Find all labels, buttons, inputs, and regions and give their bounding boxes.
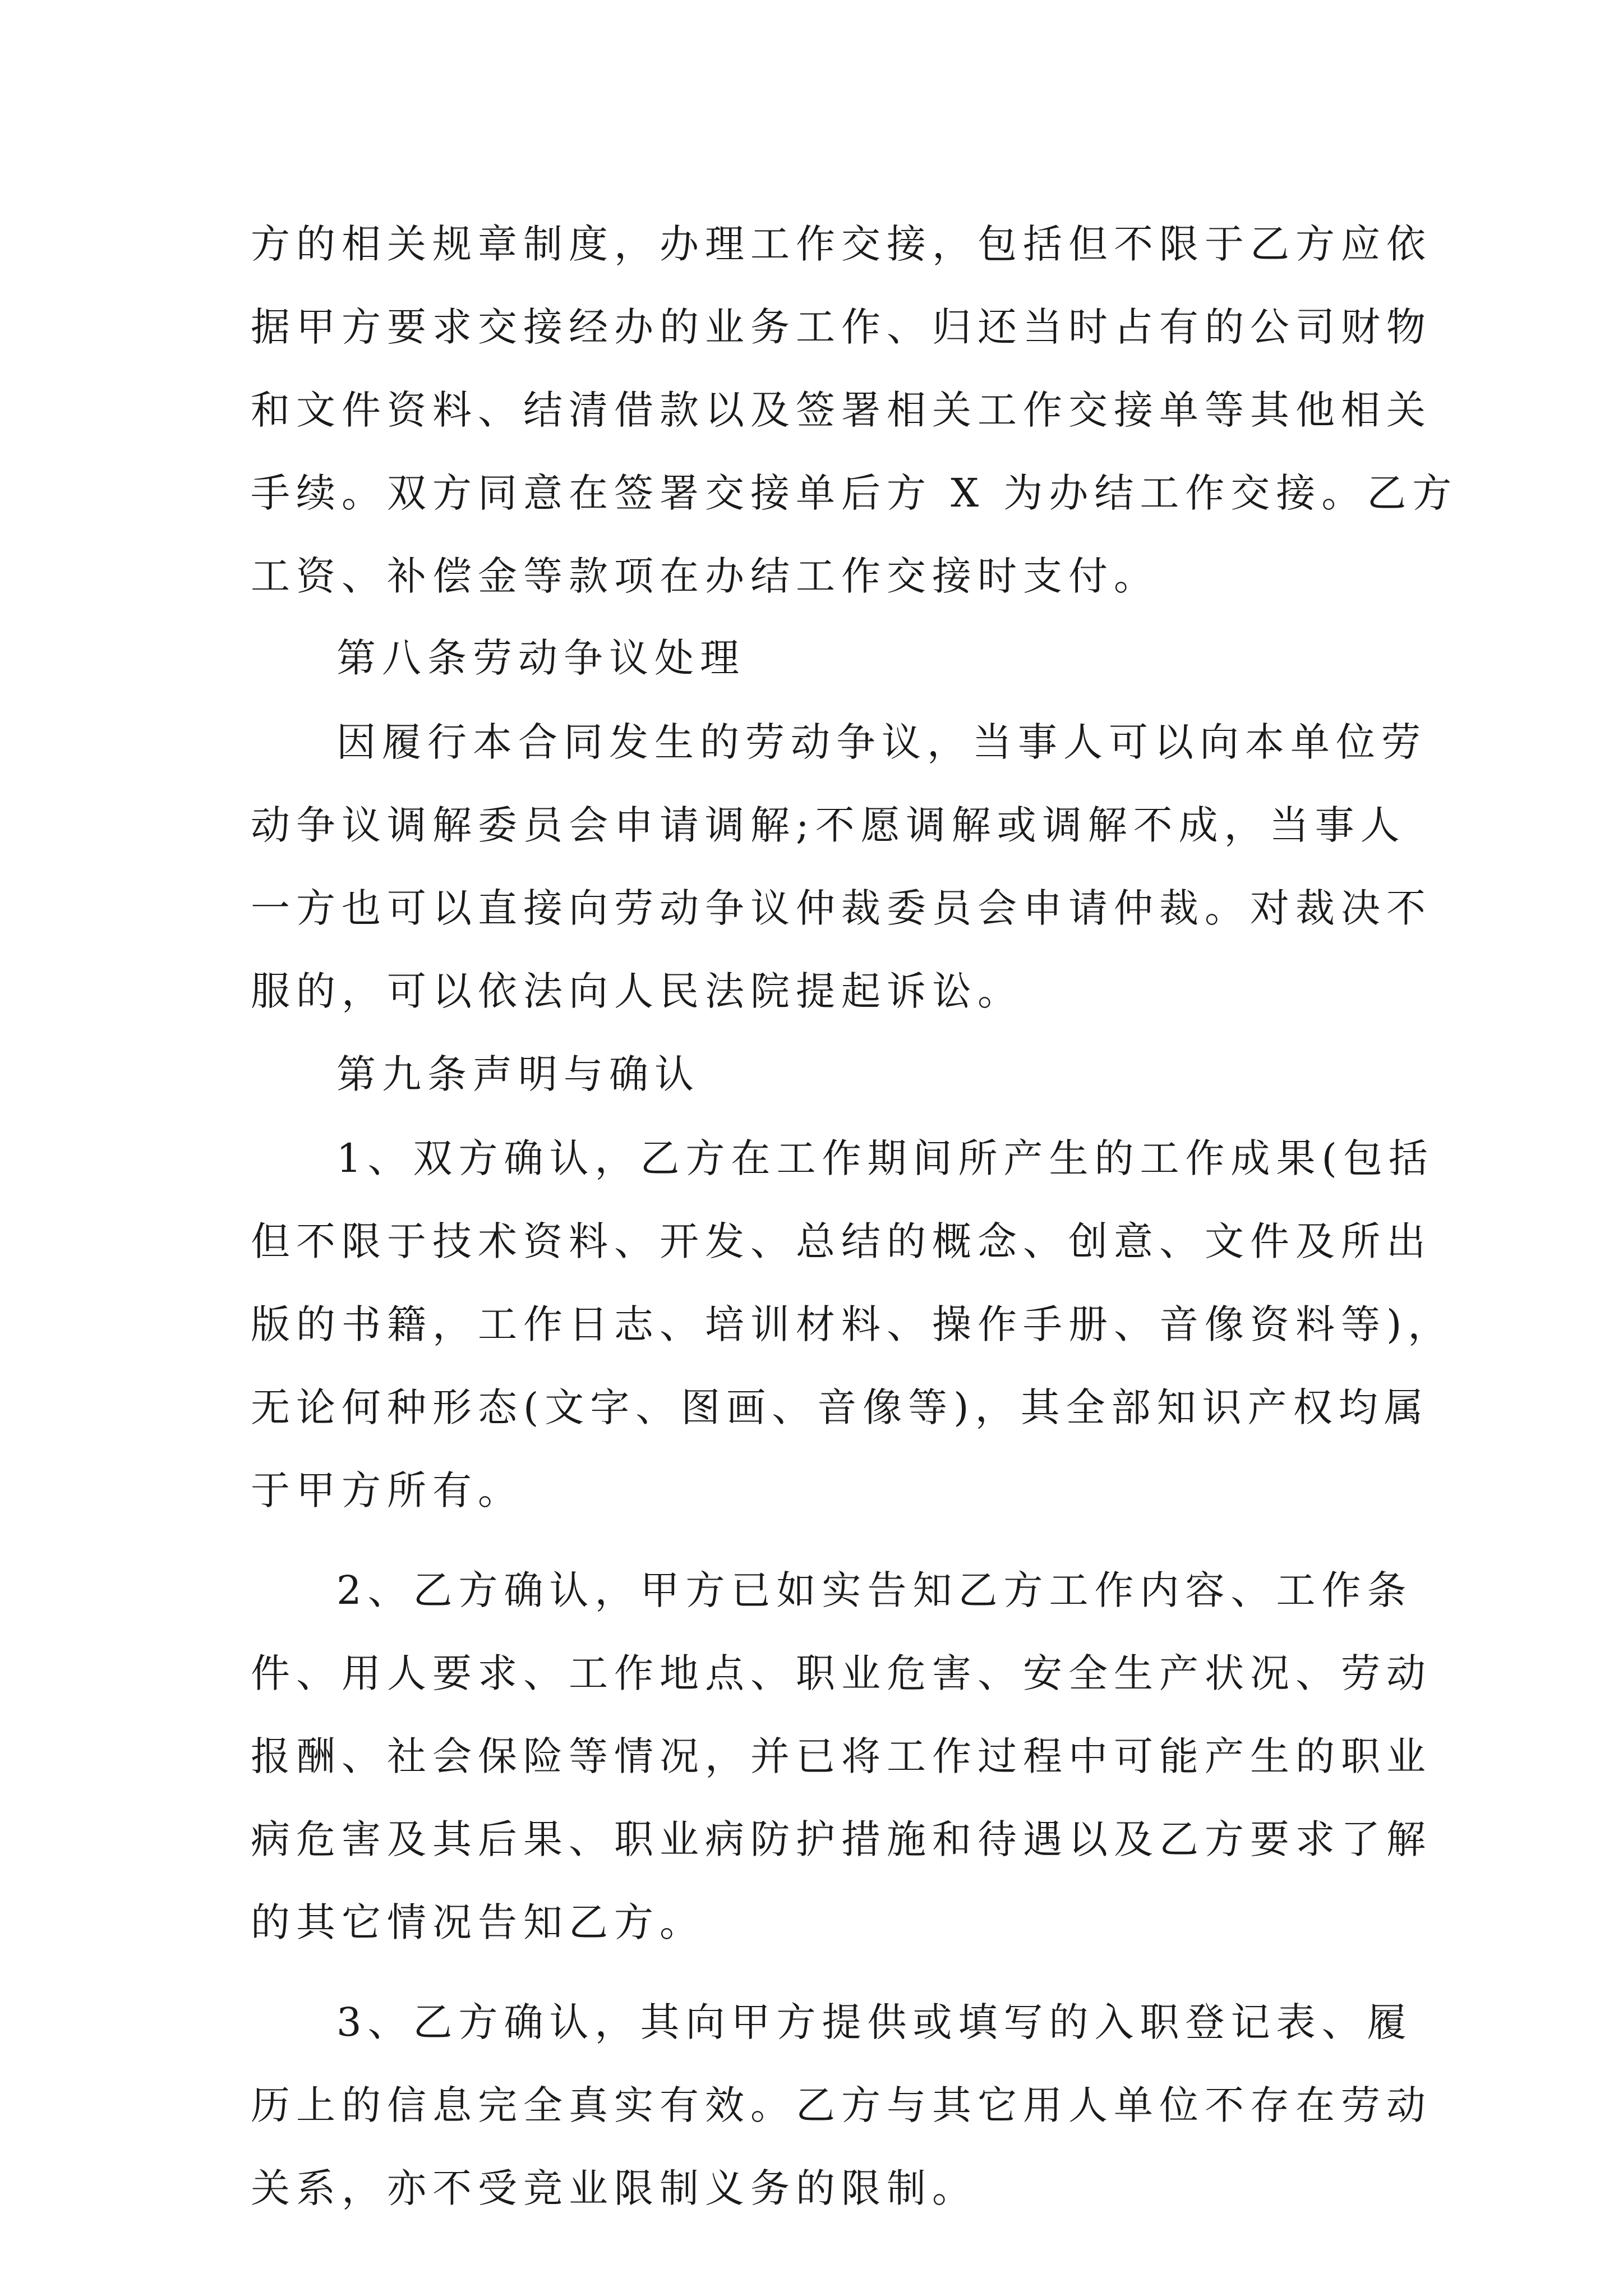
text-line: 一方也可以直接向劳动争议仲裁委员会申请仲裁。对裁决不 bbox=[251, 885, 1432, 931]
text-line: 病危害及其后果、职业病防护措施和待遇以及乙方要求了解 bbox=[251, 1816, 1432, 1862]
text-line: 工资、补偿金等款项在办结工作交接时支付。 bbox=[251, 553, 1159, 599]
text-line: 据甲方要求交接经办的业务工作、归还当时占有的公司财物 bbox=[251, 304, 1432, 350]
text-line: 手续。双方同意在签署交接单后方 X 为办结工作交接。乙方 bbox=[251, 470, 1458, 516]
text-line: 报酬、社会保险等情况，并已将工作过程中可能产生的职业 bbox=[251, 1733, 1432, 1779]
text-line: 2、乙方确认，甲方已如实告知乙方工作内容、工作条 bbox=[336, 1567, 1413, 1613]
text-line: 3、乙方确认，其向甲方提供或填写的入职登记表、履 bbox=[336, 1999, 1413, 2045]
text-line: 历上的信息完全真实有效。乙方与其它用人单位不存在劳动 bbox=[251, 2082, 1432, 2128]
text-line: 的其它情况告知乙方。 bbox=[251, 1899, 705, 1945]
text-line: 因履行本合同发生的劳动争议，当事人可以向本单位劳 bbox=[336, 719, 1427, 765]
section-heading: 第九条声明与确认 bbox=[336, 1051, 700, 1097]
text-line: 件、用人要求、工作地点、职业危害、安全生产状况、劳动 bbox=[251, 1650, 1432, 1696]
text-line: 服的，可以依法向人民法院提起诉讼。 bbox=[251, 968, 1023, 1014]
text-line: 1、双方确认，乙方在工作期间所产生的工作成果(包括 bbox=[336, 1135, 1434, 1181]
text-line: 方的相关规章制度，办理工作交接，包括但不限于乙方应依 bbox=[251, 221, 1432, 267]
text-line: 但不限于技术资料、开发、总结的概念、创意、文件及所出 bbox=[251, 1218, 1432, 1264]
section-heading: 第八条劳动争议处理 bbox=[336, 635, 745, 681]
text-line: 版的书籍，工作日志、培训材料、操作手册、音像资料等)， bbox=[251, 1301, 1454, 1347]
text-line: 于甲方所有。 bbox=[251, 1467, 523, 1513]
text-line: 关系，亦不受竞业限制义务的限制。 bbox=[251, 2165, 978, 2211]
text-line: 和文件资料、结清借款以及签署相关工作交接单等其他相关 bbox=[251, 387, 1432, 433]
text-line: 动争议调解委员会申请调解;不愿调解或调解不成，当事人 bbox=[251, 802, 1406, 848]
text-line: 无论何种形态(文字、图画、音像等)，其全部知识产权均属 bbox=[251, 1384, 1430, 1430]
